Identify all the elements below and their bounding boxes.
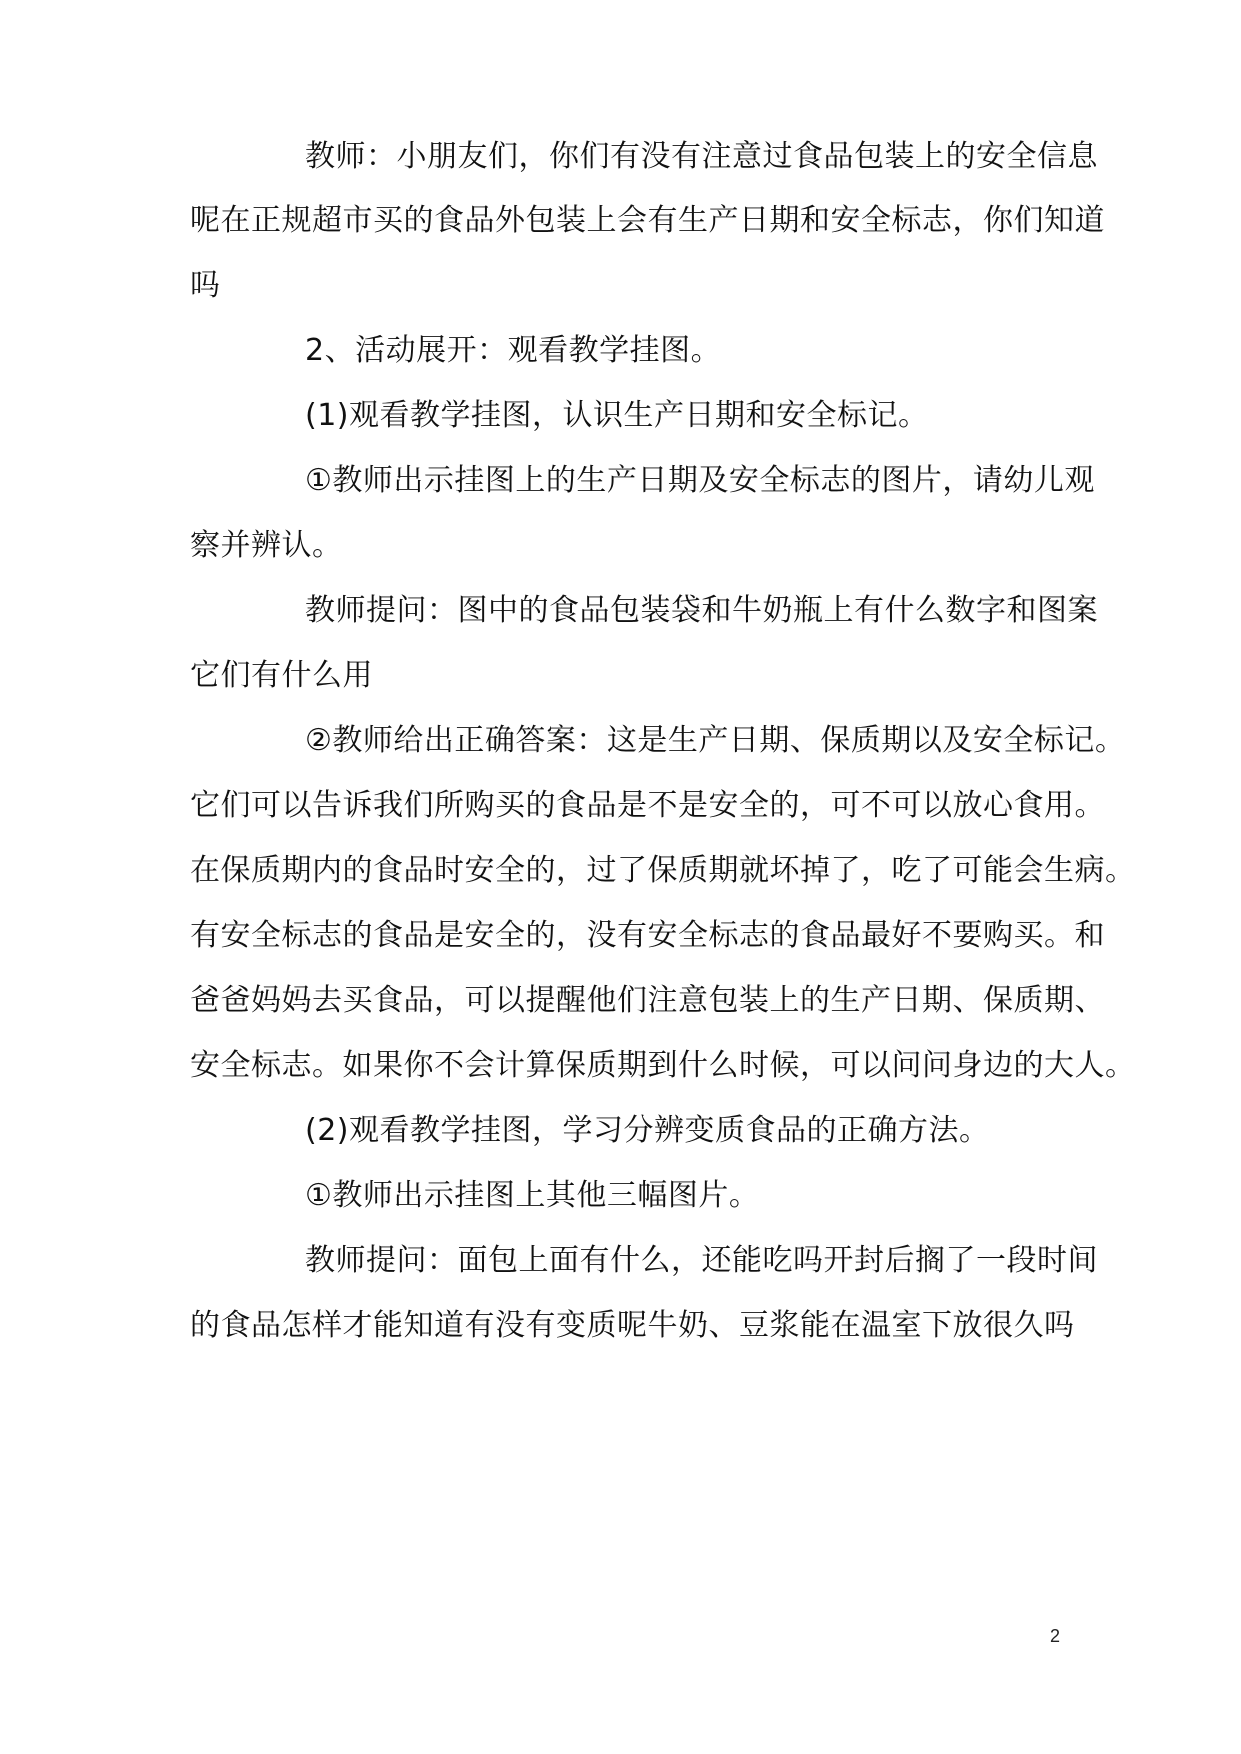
text-line: 的食品怎样才能知道有没有变质呢牛奶、豆浆能在温室下放很久吗 [190, 1308, 1075, 1343]
text-line: ①教师出示挂图上其他三幅图片。 [305, 1178, 760, 1213]
text-line: ①教师出示挂图上的生产日期及安全标志的图片，请幼儿观 [305, 463, 1095, 498]
page-number: 2 [1049, 1626, 1060, 1646]
text-line: 它们有什么用 [190, 658, 373, 693]
text-line: (2)观看教学挂图，学习分辨变质食品的正确方法。 [305, 1113, 990, 1148]
text-line: 察并辨认。 [190, 528, 343, 563]
text-line: (1)观看教学挂图，认识生产日期和安全标记。 [305, 398, 929, 433]
text-line: 吗 [190, 268, 221, 303]
text-line: 教师提问：面包上面有什么，还能吃吗开封后搁了一段时间 [305, 1243, 1098, 1278]
text-line: 2、活动展开：观看教学挂图。 [305, 333, 722, 368]
text-line: 有安全标志的食品是安全的，没有安全标志的食品最好不要购买。和 [190, 918, 1105, 953]
text-line: 它们可以告诉我们所购买的食品是不是安全的，可不可以放心食用。 [190, 788, 1105, 823]
text-line: ②教师给出正确答案：这是生产日期、保质期以及安全标记。 [305, 723, 1126, 758]
text-line: 爸爸妈妈去买食品，可以提醒他们注意包装上的生产日期、保质期、 [190, 983, 1105, 1018]
text-line: 安全标志。如果你不会计算保质期到什么时候，可以问问身边的大人。 [190, 1048, 1136, 1083]
text-line: 呢在正规超市买的食品外包装上会有生产日期和安全标志，你们知道 [190, 203, 1105, 238]
text-line: 教师：小朋友们，你们有没有注意过食品包装上的安全信息 [305, 139, 1098, 174]
text-line: 教师提问：图中的食品包装袋和牛奶瓶上有什么数字和图案 [305, 593, 1098, 628]
text-line: 在保质期内的食品时安全的，过了保质期就坏掉了，吃了可能会生病。 [190, 853, 1136, 888]
